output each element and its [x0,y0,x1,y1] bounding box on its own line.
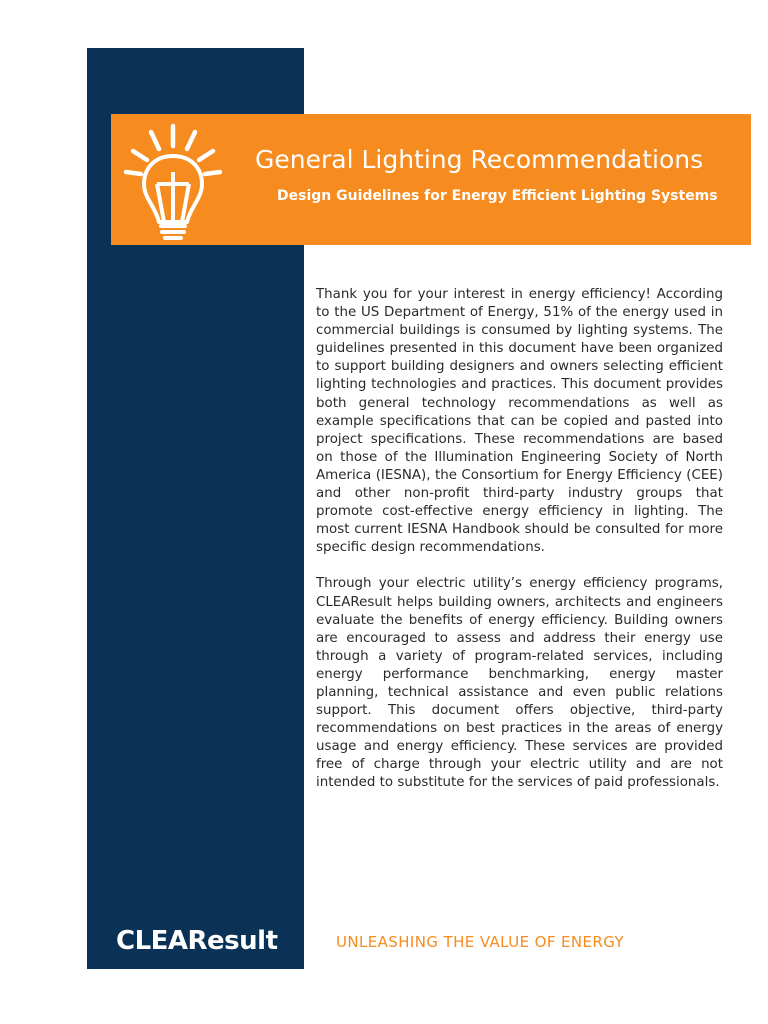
header-banner [111,114,751,245]
body-text [316,286,723,811]
services-paragraph: Through your electric utility’s energy efficiency programs, CLEAResult helps building owners, architects and engineers evaluate the benefits of energy efficiency. Building owners are encouraged to assess and address their energy use through a variety of program-related services, including energy performance benchmarking, energy master planning, technical assistance and even public relations support. This document offers objective, third-party recommendations on best practices in the areas of energy usage and energy efficiency. These services are provided free of charge through your electric utility and are not intended to substitute for the services of paid professionals. [316,576,723,791]
clearesult-logo: CLEAResult [116,926,278,956]
intro-paragraph: Thank you for your interest in energy efficiency! According to the US Department of Energy, 51% of the energy used in commercial buildings is consumed by lighting systems. The guidelines presented in this document have been organized to support building designers and owners selecting efficient lighting technologies and practices. This document provides both general technology recommendations as well as example specifications that can be copied and pasted into project specifications. These recommendations are based on those of the Illumination Engineering Society of North America (IESNA), the Consortium for Energy Efficiency (CEE) and other non-profit third-party industry groups that promote cost-effective energy efficiency in lighting. The most current IESNA Handbook should be consulted for more specific design recommendations. [316,287,723,556]
page-subtitle: Design Guidelines for Energy Efficient Lighting Systems [277,188,718,204]
tagline: UNLEASHING THE VALUE OF ENERGY [336,933,625,951]
page-title: General Lighting Recommendations [255,145,704,174]
lightbulb-icon [117,116,232,241]
